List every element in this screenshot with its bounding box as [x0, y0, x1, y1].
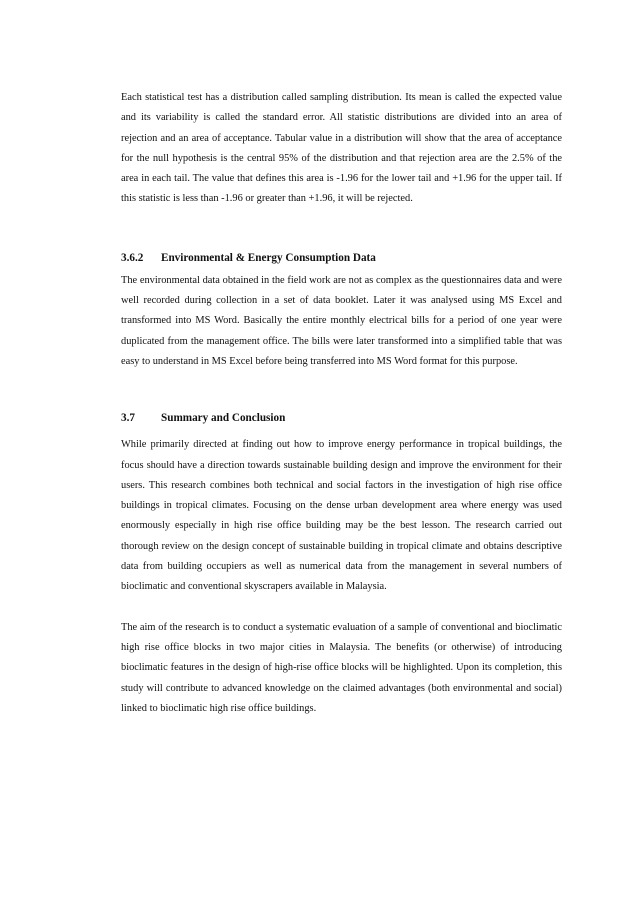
section-number: 3.7 [121, 412, 135, 425]
section-heading-3-7 [121, 408, 562, 428]
section-title: Environmental & Energy Consumption Data [161, 251, 376, 264]
page-content [121, 88, 562, 719]
paragraph-research-aim: The aim of the research is to conduct a systematic evaluation of a sample of conventional and bioclimatic high rise office blocks in two major cities in Malaysia. The benefits (or otherwise) of introducing bioclimatic features in the design of high-rise office blocks will be highlighted. Upon its completion, this study will contribute to advanced knowledge on the claimed advantages (both environmental and social) linked to bioclimatic high rise office buildings. [121, 621, 562, 714]
paragraph-environmental-data: The environmental data obtained in the field work are not as complex as the questionnaires data and were well recorded during collection in a set of data booklet. Later it was analysed using MS Excel and transformed into MS Word. Basically the entire monthly electrical bills for a period of one year were duplicated from the management office. The bills were later transformed into a simplified table that was easy to understand in MS Excel before being transferred into MS Word format for this purpose. [121, 274, 562, 367]
section-heading-3-6-2 [121, 248, 562, 268]
section-number: 3.6.2 [121, 251, 144, 264]
paragraph-statistics: Each statistical test has a distribution called sampling distribution. Its mean is called the expected value and its variability is called the standard error. All statistic distributions are divided into an area of rejection and an area of acceptance. Tabular value in a distribution will show that the area of acceptance for the null hypothesis is the central 95% of the distribution and that rejection area are the 2.5% of the area in each tail. The value that defines this area is -1.96 for the lower tail and +1.96 for the upper tail. If this statistic is less than -1.96 or greater than +1.96, it will be rejected. [121, 92, 562, 205]
paragraph-summary: While primarily directed at finding out how to improve energy performance in tropical buildings, the focus should have a direction towards sustainable building design and improve the environment for their users. This research combines both technical and social factors in the investigation of high rise office buildings in tropical climates. Focusing on the dense urban development area where energy was used enormously especially in high rise office building may be the best lesson. The research carried out thorough review on the design concept of sustainable building in tropical climate and obtains descriptive data from building occupiers as well as numerical data from the management in several numbers of bioclimatic and conventional skyscrapers available in Malaysia. [121, 439, 562, 593]
section-title: Summary and Conclusion [161, 412, 286, 425]
